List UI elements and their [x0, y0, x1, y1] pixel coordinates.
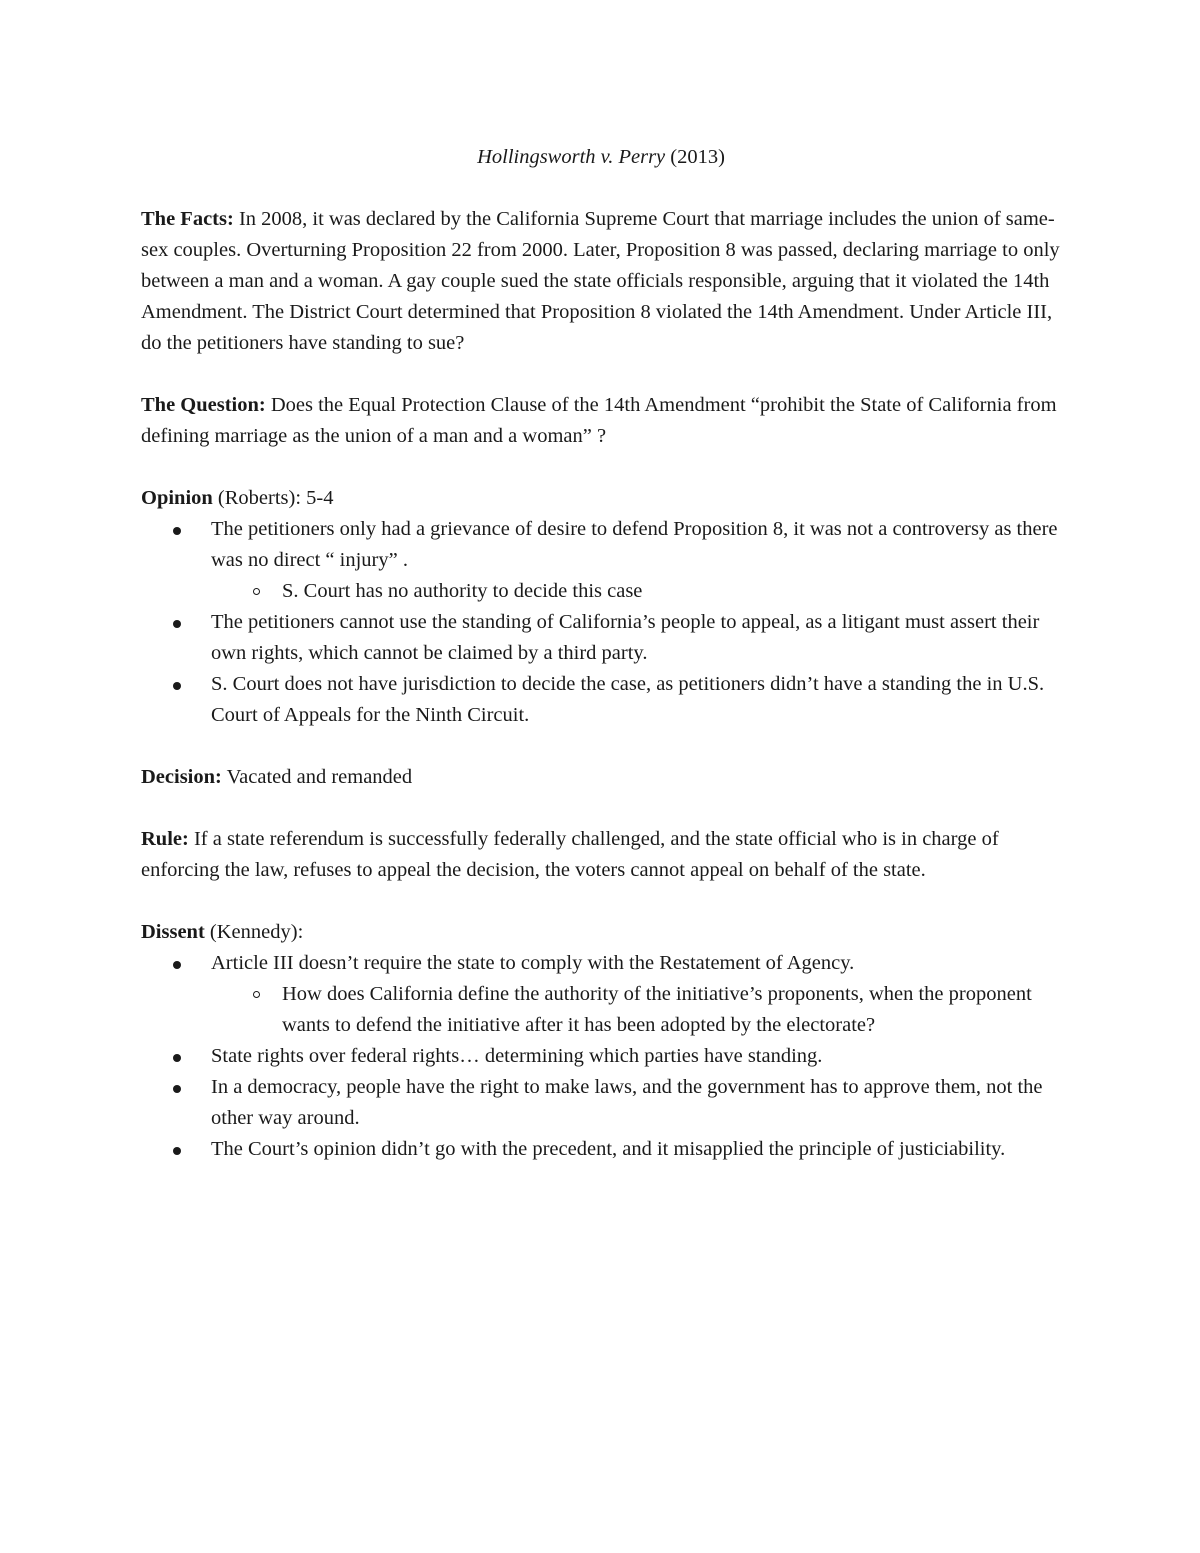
- list-item: [141, 1134, 1061, 1165]
- rule-section: [141, 824, 1061, 886]
- facts-text: In 2008, it was declared by the California Supreme Court that marriage includes the union of same-sex couples. Overturning Proposition 22 from 2000. Later, Proposition 8 was passed, declaring marriage to only between a man and a woman. A gay couple sued the state officials responsible, arguing that it violated the 14th Amendment. The District Court determined that Proposition 8 violated the 14th Amendment. Under Article III, do the petitioners have standing to sue?: [141, 208, 1060, 354]
- bullet-dot-icon: [173, 961, 181, 969]
- dissent-bullet-text: In a democracy, people have the right to make laws, and the government has to approve them, not the other way around.: [211, 1076, 1043, 1129]
- rule-text: If a state referendum is successfully federally challenged, and the state official who is in charge of enforcing the law, refuses to appeal the decision, the voters cannot appeal on behalf of the state.: [141, 828, 999, 881]
- bullet-dot-icon: [173, 1085, 181, 1093]
- opinion-label: Opinion: [141, 487, 213, 509]
- dissent-bullet-text: The Court’s opinion didn’t go with the precedent, and it misapplied the principle of justiciability.: [211, 1138, 1006, 1160]
- dissent-label: Dissent: [141, 921, 205, 943]
- opinion-bullet-text: The petitioners cannot use the standing of California’s people to appeal, as a litigant must assert their own rights, which cannot be claimed by a third party.: [211, 611, 1040, 664]
- bullet-dot-icon: [173, 527, 181, 535]
- list-item: [141, 607, 1061, 669]
- bullet-dot-icon: [173, 1147, 181, 1155]
- bullet-dot-icon: [173, 682, 181, 690]
- list-item: [211, 576, 1061, 607]
- opinion-sub-bullet-text: S. Court has no authority to decide this case: [282, 580, 643, 602]
- opinion-bullet-text: The petitioners only had a grievance of desire to defend Proposition 8, it was not a controversy as there was no direct “ injury” .: [211, 518, 1058, 571]
- facts-section: [141, 204, 1061, 359]
- question-text: Does the Equal Protection Clause of the 14th Amendment “prohibit the State of California from defining marriage as the union of a man and a woman” ?: [141, 394, 1057, 447]
- dissent-author: (Kennedy):: [204, 921, 304, 943]
- decision-section: [141, 762, 1061, 793]
- list-item: [141, 1072, 1061, 1134]
- dissent-section: [141, 917, 1061, 1165]
- opinion-section: [141, 483, 1061, 731]
- decision-text: Vacated and remanded: [221, 766, 413, 788]
- list-item: [141, 1041, 1061, 1072]
- bullet-dot-icon: [173, 1054, 181, 1062]
- dissent-bullet-text: State rights over federal rights… determining which parties have standing.: [211, 1045, 823, 1067]
- dissent-sub-list: [211, 979, 1061, 1041]
- opinion-bullet-list: [141, 514, 1061, 731]
- document-title: [141, 142, 1061, 173]
- list-item: [141, 669, 1061, 731]
- bullet-dot-icon: [173, 620, 181, 628]
- list-item: [211, 979, 1061, 1041]
- question-section: [141, 390, 1061, 452]
- question-label: The Question:: [141, 394, 266, 416]
- bullet-circle-icon: [253, 588, 260, 595]
- case-year: (2013): [665, 146, 725, 168]
- dissent-sub-bullet-text: How does California define the authority of the initiative’s proponents, when the proponent wants to defend the initiative after it has been adopted by the electorate?: [282, 983, 1032, 1036]
- bullet-circle-icon: [253, 991, 260, 998]
- document-page: [141, 142, 1061, 1196]
- opinion-sub-list: [211, 576, 1061, 607]
- case-name: Hollingsworth v. Perry: [477, 146, 666, 168]
- rule-label: Rule:: [141, 828, 189, 850]
- list-item: [141, 514, 1061, 607]
- list-item: [141, 948, 1061, 1041]
- decision-label: Decision:: [141, 766, 222, 788]
- dissent-bullet-list: [141, 948, 1061, 1165]
- dissent-bullet-text: Article III doesn’t require the state to comply with the Restatement of Agency.: [211, 952, 855, 974]
- facts-label: The Facts:: [141, 208, 234, 230]
- opinion-author: (Roberts): 5-4: [212, 487, 334, 509]
- opinion-bullet-text: S. Court does not have jurisdiction to decide the case, as petitioners didn’t have a standing the in U.S. Court of Appeals for the Ninth Circuit.: [211, 673, 1045, 726]
